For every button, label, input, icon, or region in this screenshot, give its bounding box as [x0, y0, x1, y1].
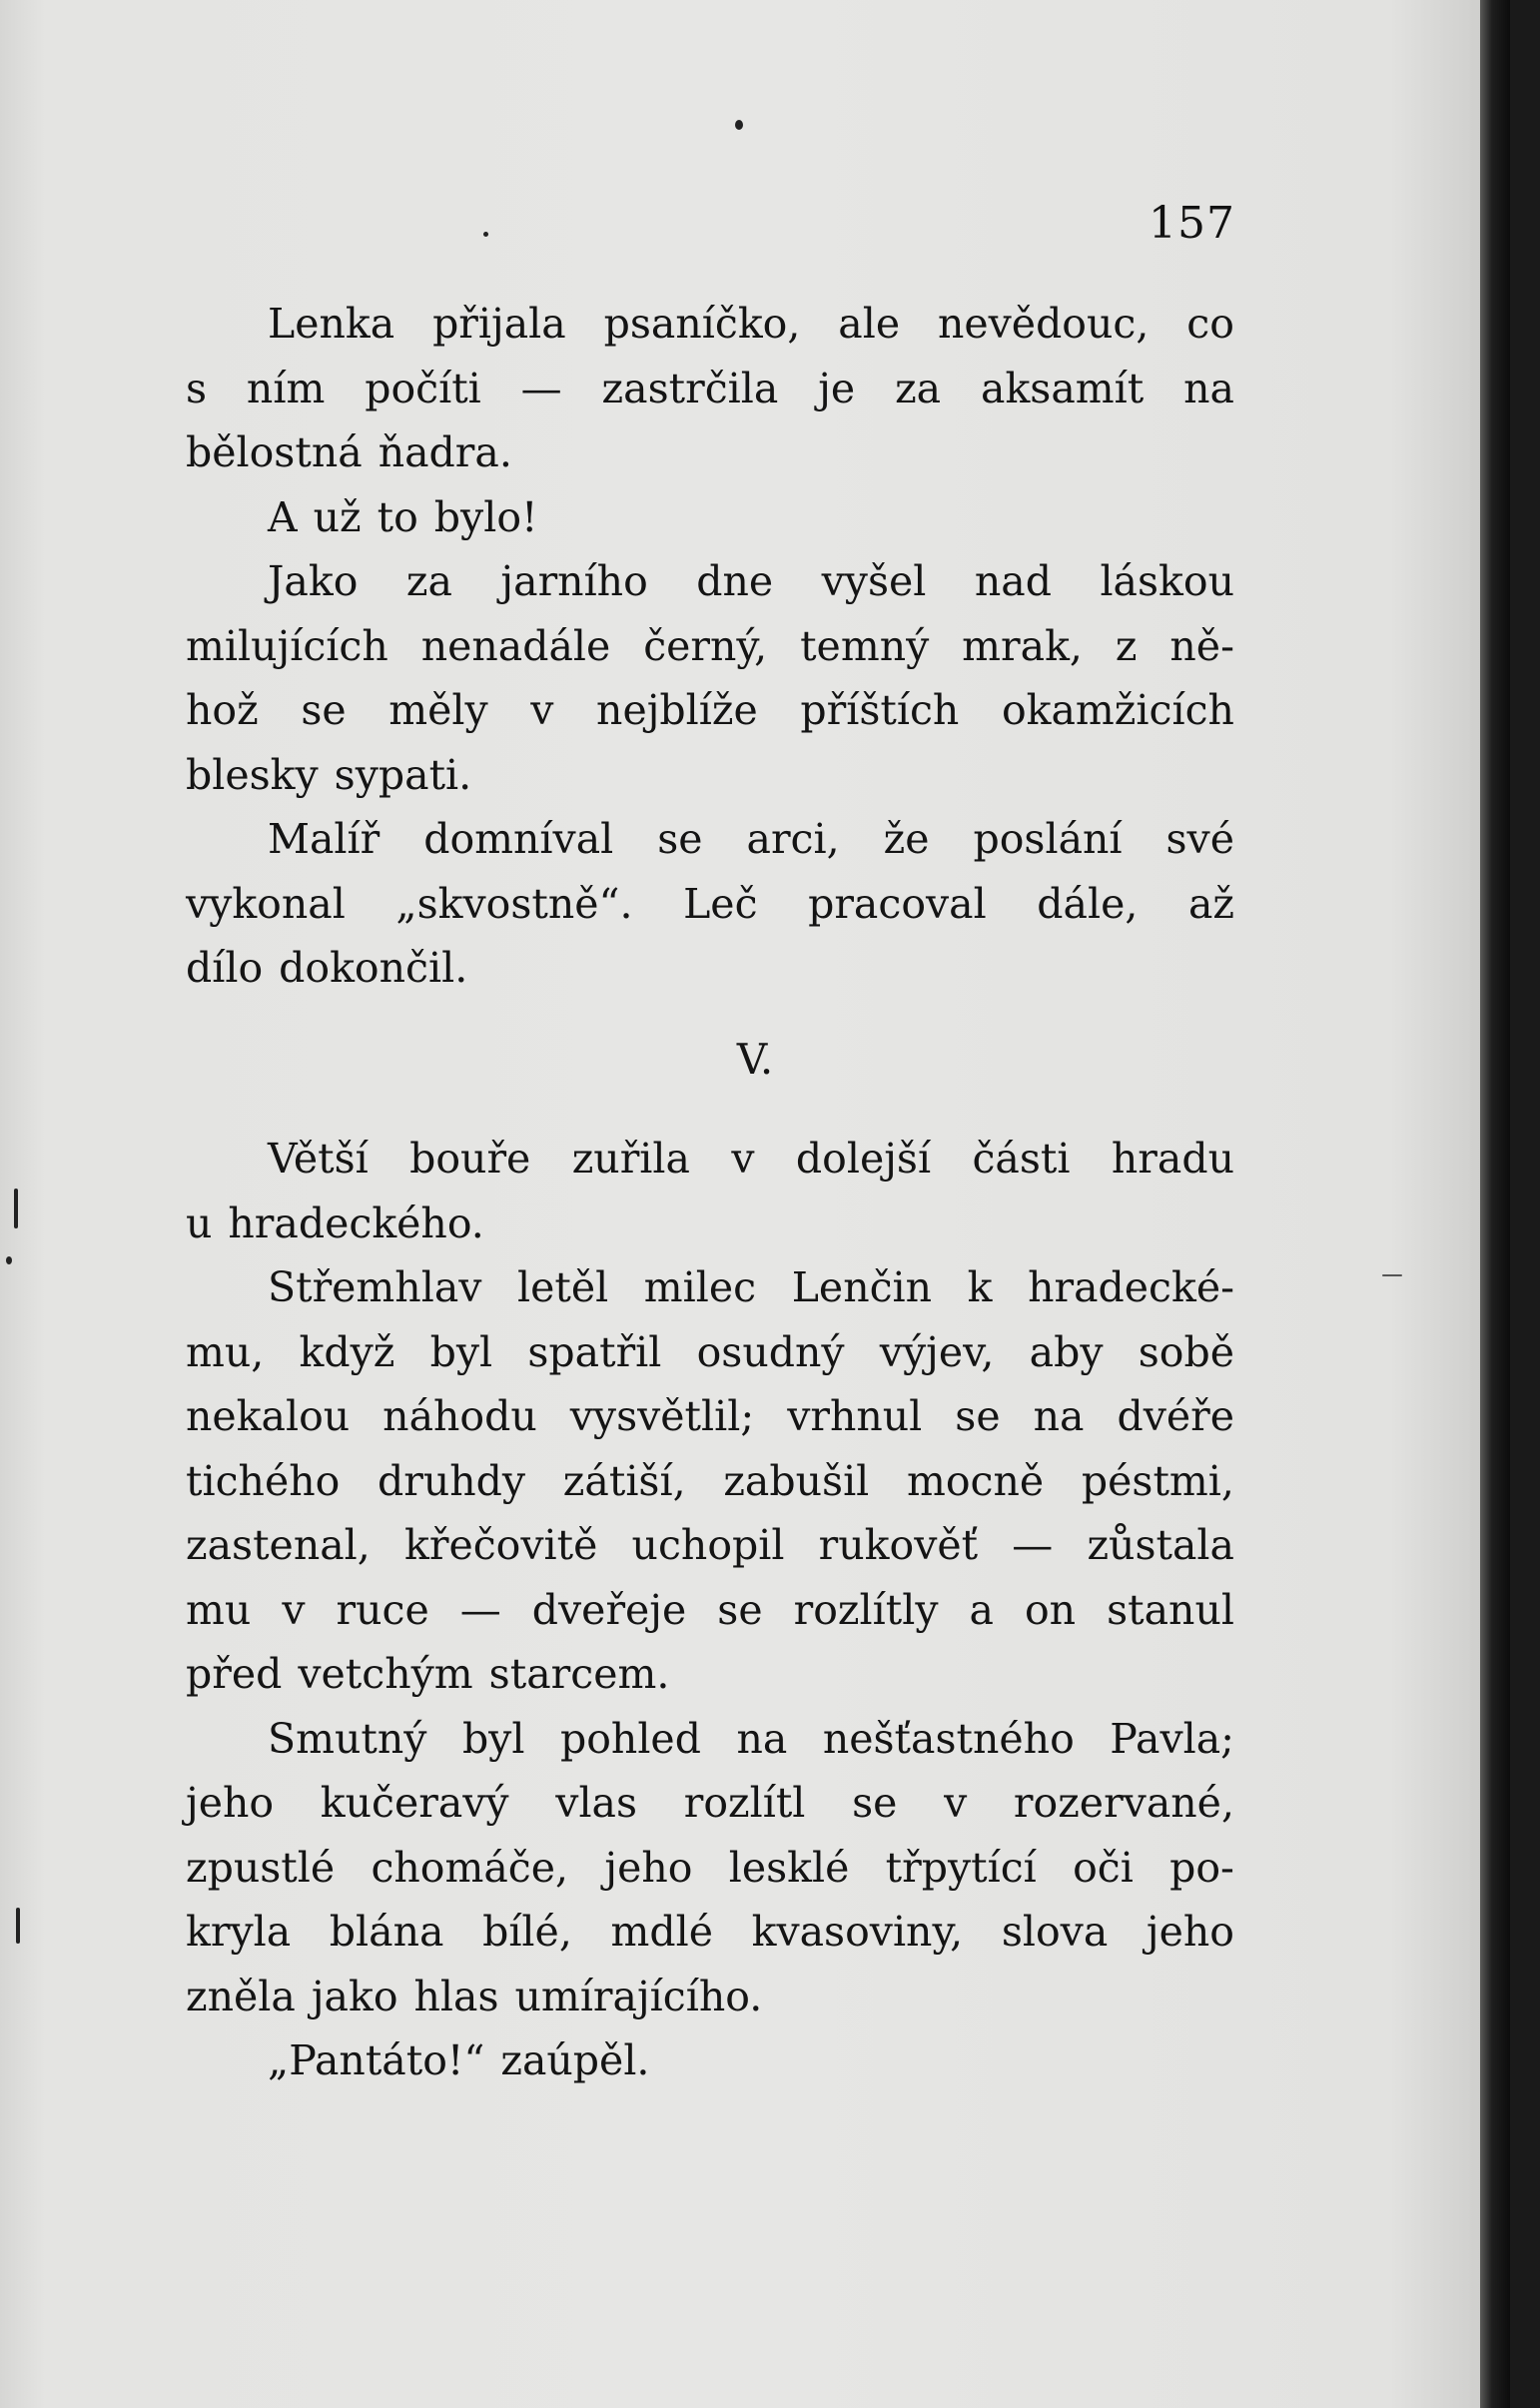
text-line: zastenal, křečovitě uchopil rukověť — zůstala — [186, 1521, 1234, 1569]
paper-speck — [1382, 1274, 1402, 1276]
text-line: dílo dokončil. — [186, 944, 468, 992]
paper-speck — [483, 232, 488, 237]
text-line: zpustlé chomáče, jeho lesklé třpytící oči po- — [186, 1843, 1234, 1892]
text-line: Střemhlav letěl milec Lenčin k hradecké- — [268, 1263, 1234, 1311]
text-line: „Pantáto!“ zaúpěl. — [268, 2036, 650, 2084]
text-block-upper — [186, 292, 1234, 1001]
paper-speck — [735, 120, 743, 130]
text-line: u hradeckého. — [186, 1199, 484, 1247]
text-line: před vetchým starcem. — [186, 1650, 670, 1698]
text-line: jeho kučeravý vlas rozlítl se v rozervané, — [186, 1779, 1234, 1827]
text-line: blesky sypati. — [186, 750, 472, 799]
paper-speck — [14, 1189, 18, 1228]
text-line: A už to bylo! — [268, 492, 538, 541]
text-line: s ním počíti — zastrčila je za aksamít na — [186, 364, 1234, 412]
section-heading: V. — [736, 1035, 774, 1084]
text-block-lower — [186, 1127, 1234, 2093]
text-line: Smutný byl pohled na nešťastného Pavla; — [268, 1714, 1234, 1763]
text-line: kryla blána bílé, mdlé kvasoviny, slova jeho — [186, 1908, 1234, 1956]
text-line: tichého druhdy zátiší, zabušil mocně péstmi, — [186, 1456, 1234, 1505]
text-line: mu, když byl spatřil osudný výjev, aby sobě — [186, 1327, 1234, 1376]
text-line: Lenka přijala psaníčko, ale nevědouc, co — [268, 300, 1234, 348]
text-line: Větší bouře zuřila v dolejší části hradu — [268, 1135, 1234, 1183]
text-line: zněla jako hlas umírajícího. — [186, 1972, 763, 2020]
text-line: Jako za jarního dne vyšel nad láskou — [268, 557, 1234, 605]
paper-speck — [16, 1908, 20, 1944]
text-line: bělostná ňadra. — [186, 428, 512, 476]
paper-speck — [6, 1256, 12, 1264]
text-line: vykonal „skvostně“. Leč pracoval dále, až — [186, 879, 1234, 928]
text-line: Malíř domníval se arci, že poslání své — [268, 815, 1234, 863]
page-edge-shadow — [1480, 0, 1510, 2408]
text-line: nekalou náhodu vysvětlil; vrhnul se na dvéře — [186, 1392, 1234, 1440]
text-line: milujících nenadále černý, temný mrak, z ně- — [186, 621, 1234, 670]
text-line: hož se měly v nejblíže příštích okamžicích — [186, 686, 1234, 734]
page-number: 157 — [1149, 198, 1235, 249]
text-line: mu v ruce — dveřeje se rozlítly a on stanul — [186, 1585, 1234, 1634]
